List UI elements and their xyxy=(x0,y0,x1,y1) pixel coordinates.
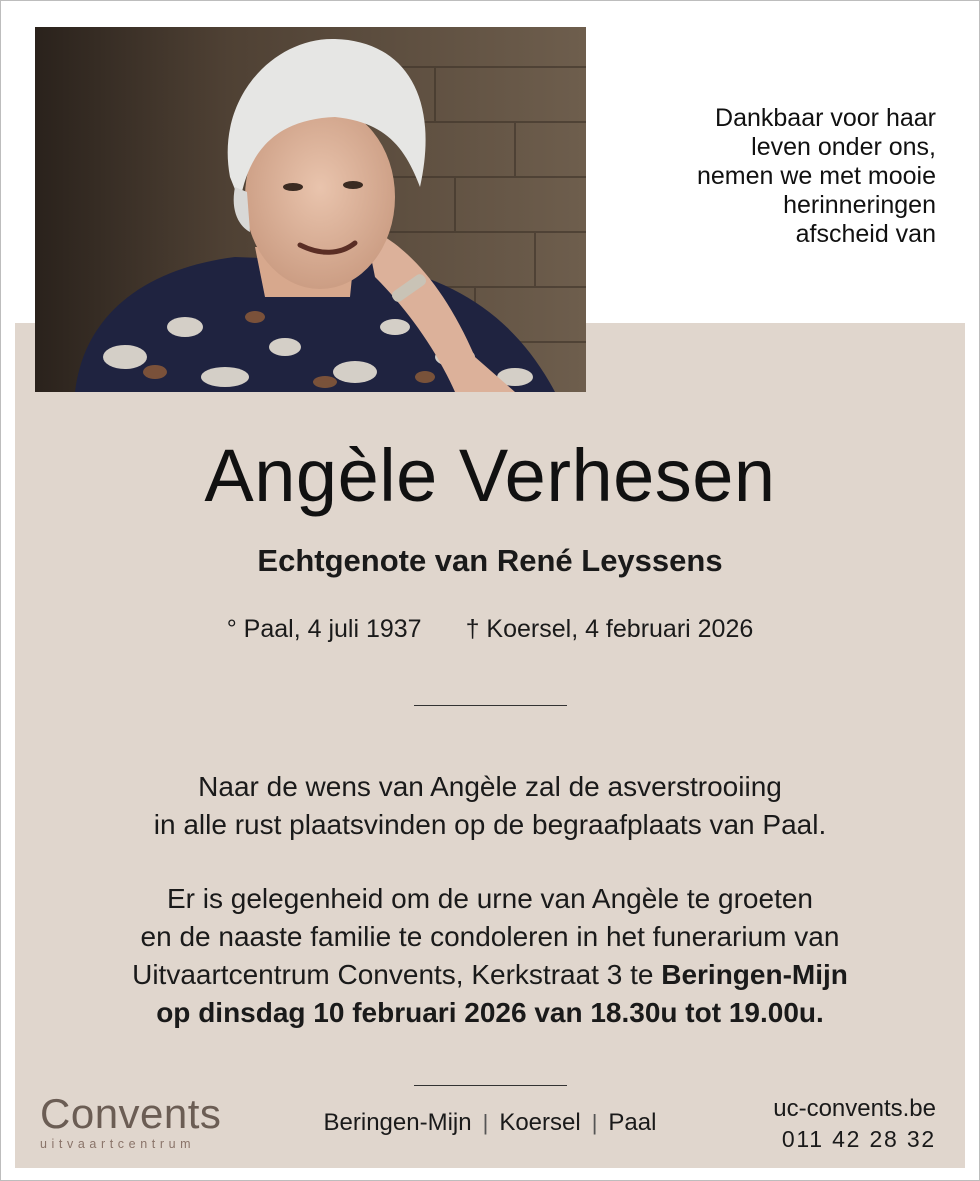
location-separator: | xyxy=(482,1110,489,1135)
location-separator: | xyxy=(591,1110,598,1135)
notice-date-bold: op dinsdag 10 februari 2026 van 18.30u tot 19.00u. xyxy=(156,997,824,1028)
location-beringen-mijn: Beringen-Mijn xyxy=(323,1109,472,1136)
notice-line xyxy=(0,956,980,994)
deceased-name: Angèle Verhesen xyxy=(204,434,776,517)
website-link[interactable]: uc-convents.be xyxy=(773,1095,936,1122)
quote-line: leven onder ons, xyxy=(751,133,936,161)
divider-bottom xyxy=(414,1085,567,1086)
notice-line: en de naaste familie te condoleren in het funerarium van xyxy=(140,921,840,952)
tribute-quote xyxy=(556,104,936,249)
logo-subtitle: uitvaartcentrum xyxy=(40,1137,196,1151)
logo-wordmark: Convents xyxy=(40,1090,222,1137)
divider-top xyxy=(414,705,567,706)
quote-line: nemen we met mooie xyxy=(696,162,936,190)
notice-location-bold: Beringen-Mijn xyxy=(661,959,848,990)
location-koersel: Koersel xyxy=(499,1109,581,1136)
quote-line: afscheid van xyxy=(795,220,936,248)
notice-paragraph-2 xyxy=(0,880,980,1032)
phone-number: 011 42 28 32 xyxy=(781,1126,936,1152)
birth-date: ° Paal, 4 juli 1937 xyxy=(226,615,422,643)
notice-line: Er is gelegenheid om de urne van Angèle te groeten xyxy=(166,883,813,914)
notice-line: in alle rust plaatsvinden op de begraafplaats van Paal. xyxy=(153,809,827,840)
notice-line: Naar de wens van Angèle zal de asverstrooiing xyxy=(198,771,782,802)
portrait-photo xyxy=(35,27,586,392)
life-dates xyxy=(0,612,980,646)
quote-line: herinneringen xyxy=(783,191,936,219)
notice-address: Uitvaartcentrum Convents, Kerkstraat 3 te xyxy=(132,959,662,990)
location-paal: Paal xyxy=(608,1109,657,1136)
footer-contact xyxy=(773,1094,936,1154)
notice-paragraph-1 xyxy=(0,768,980,844)
spouse-line: Echtgenote van René Leyssens xyxy=(257,543,723,578)
death-date: † Koersel, 4 februari 2026 xyxy=(465,615,754,643)
quote-line: Dankbaar voor haar xyxy=(715,104,936,132)
